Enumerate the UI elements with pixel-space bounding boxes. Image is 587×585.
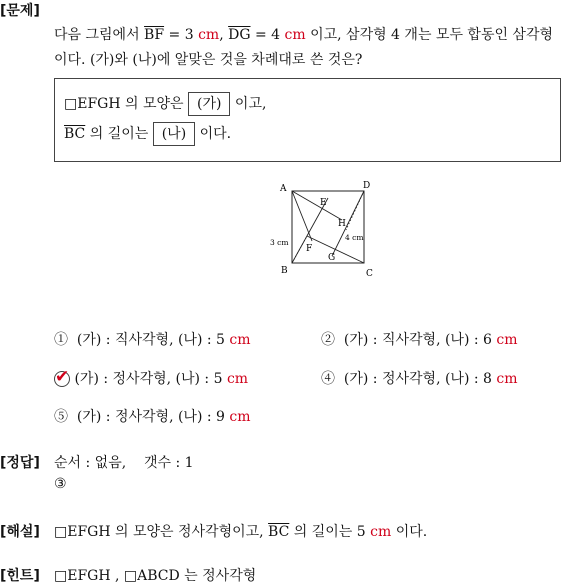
hint-text: □EFGH , □ABCD 는 정사각형 [54, 568, 257, 584]
problem-line-2: 이다. (가)와 (나)에 알맞은 것을 차례대로 쓴 것은? [54, 52, 363, 68]
segment-ah [292, 191, 342, 220]
explanation-part: 이다. [391, 524, 428, 540]
unit-cm: cm [229, 332, 251, 348]
problem-text: 다음 그림에서 [54, 27, 145, 43]
check-icon: ✔ [55, 367, 70, 387]
condition-text: □EFGH 의 모양은 [64, 96, 184, 112]
choice-text: (가) : 직사각형, (나) : 6 [343, 332, 492, 348]
label-c: C [366, 269, 373, 279]
unit-cm: cm [198, 27, 220, 43]
blank-na: (나) [153, 122, 195, 146]
answer-label: [정답] [0, 455, 40, 471]
explanation-text [54, 521, 427, 541]
value-bf: = 3 [164, 27, 194, 43]
unit-cm: cm [496, 371, 518, 387]
unit-cm: cm [370, 524, 392, 540]
choice-text: (가) : 직사각형, (나) : 5 [76, 332, 225, 348]
choice-3-circle [54, 367, 70, 387]
choice-text: (가) : 정사각형, (나) : 9 [76, 409, 225, 425]
explanation-label: [해설] [0, 524, 40, 540]
choice-marker: ① [54, 332, 68, 348]
comma: , [219, 27, 229, 43]
condition-line-2 [64, 122, 231, 146]
problem-text: 이고, 삼각형 4 개는 모두 합동인 삼각형 [305, 27, 554, 43]
problem-label: [문제] [0, 3, 40, 19]
hint-label: [힌트] [0, 568, 40, 584]
choice-5[interactable] [54, 406, 251, 426]
choice-marker: ⑤ [54, 409, 68, 425]
segment-bf: $\overline{BF}$ [144, 27, 165, 43]
value-dg: = 4 [250, 27, 281, 43]
choice-2[interactable] [321, 329, 518, 349]
label-a: A [280, 184, 287, 194]
label-h: H [338, 219, 346, 229]
condition-text: 이고, [234, 96, 267, 112]
label-4cm: 4 cm [345, 233, 364, 242]
unit-cm: cm [229, 409, 251, 425]
choice-text: (가) : 정사각형, (나) : 5 [74, 371, 223, 387]
unit-cm: cm [226, 371, 249, 387]
segment-bc: $\overline{BC}$ [64, 126, 86, 142]
choice-1[interactable] [54, 329, 251, 349]
label-g: G [328, 253, 336, 263]
square-figure [262, 176, 382, 281]
segment-ag [292, 191, 312, 241]
blank-ga: (가) [188, 92, 230, 116]
condition-text: 의 길이는 [85, 126, 149, 142]
problem-line-1 [54, 24, 553, 44]
label-3cm: 3 cm [270, 238, 289, 247]
segment-dg: $\overline{DG}$ [228, 27, 251, 43]
condition-box [54, 78, 561, 162]
condition-text: 이다. [199, 126, 232, 142]
explanation-part: □EFGH 의 모양은 정사각형이고, [54, 524, 269, 540]
choice-marker: ② [321, 332, 335, 348]
label-e: E [320, 198, 327, 208]
answer-meta: 순서 : 없음, 갯수 : 1 [54, 455, 194, 471]
choice-marker: ④ [321, 371, 335, 387]
unit-cm: cm [284, 27, 306, 43]
answer-value: ③ [54, 476, 67, 492]
label-d: D [363, 181, 371, 191]
choice-text: (가) : 정사각형, (나) : 8 [343, 371, 492, 387]
choice-3[interactable] [54, 368, 248, 388]
label-b: B [281, 266, 288, 276]
explanation-part: 의 길이는 5 [289, 524, 366, 540]
label-f: F [306, 244, 313, 254]
choice-4[interactable] [321, 368, 518, 388]
unit-cm: cm [496, 332, 518, 348]
condition-line-1 [64, 92, 266, 116]
segment-bc: $\overline{BC}$ [268, 524, 290, 540]
